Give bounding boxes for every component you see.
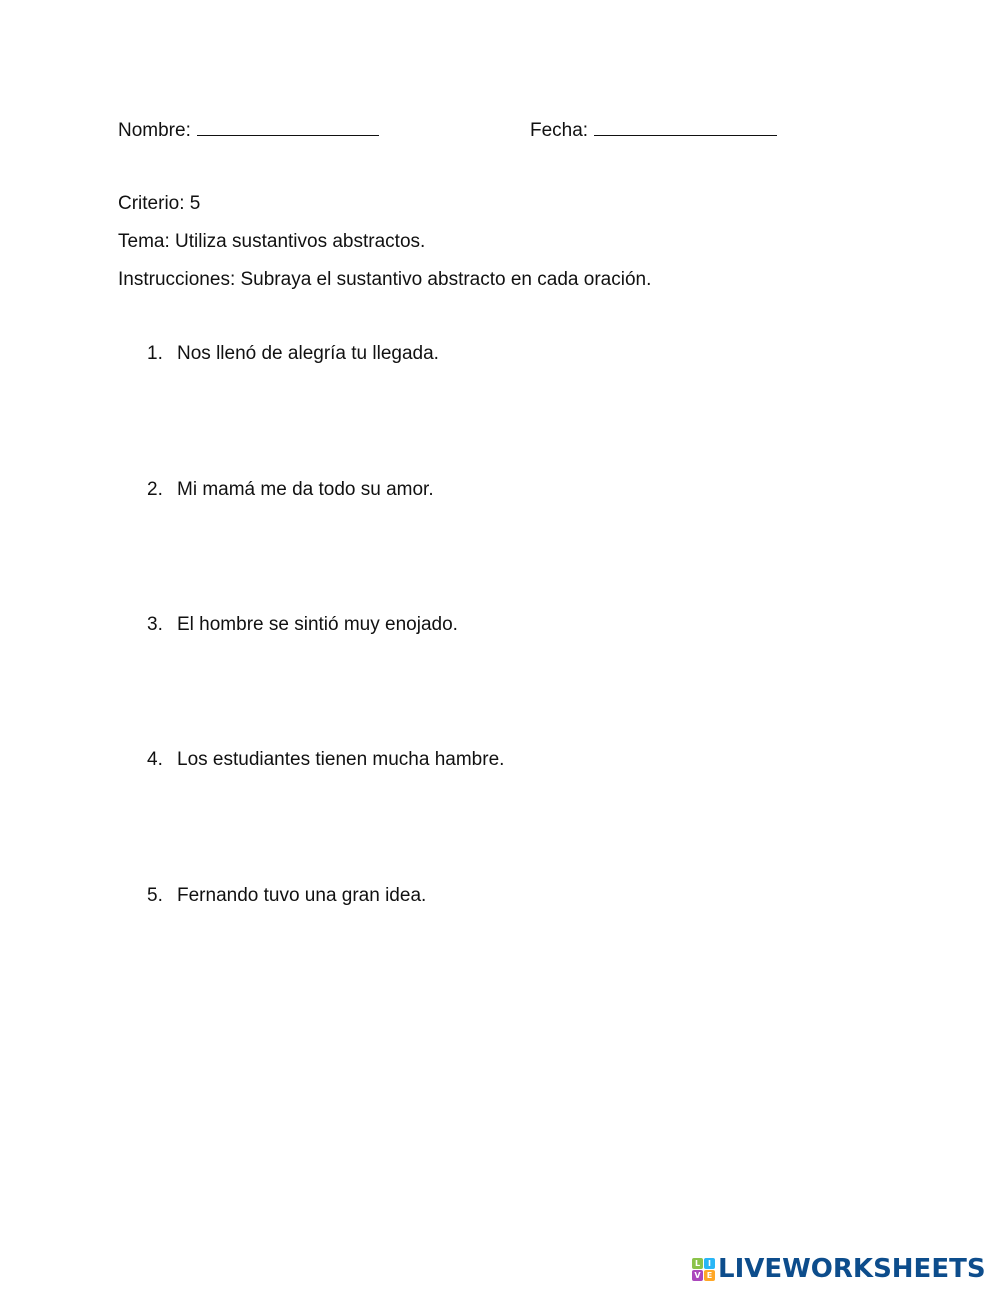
criterio-text: Criterio: 5 [118,193,201,214]
question-number: 3. [147,614,163,635]
question-sentence[interactable]: Fernando tuvo una gran idea. [177,885,427,906]
logo-mark-icon: L I V E [692,1258,715,1281]
liveworksheets-logo [692,1254,986,1284]
question-item [147,479,434,501]
question-number: 4. [147,749,163,770]
question-item [147,343,439,365]
nombre-label: Nombre: [118,120,191,141]
nombre-blank-line[interactable] [197,119,379,136]
question-item [147,885,426,907]
question-item [147,614,458,636]
question-number: 1. [147,343,163,364]
question-sentence[interactable]: El hombre se sintió muy enojado. [177,614,458,635]
logo-text: LIVEWORKSHEETS [718,1254,986,1284]
question-sentence[interactable]: Los estudiantes tienen mucha hambre. [177,749,505,770]
question-number: 2. [147,479,163,500]
question-sentence[interactable]: Mi mamá me da todo su amor. [177,479,434,500]
instructions-text: Instrucciones: Subraya el sustantivo abstracto en cada oración. [118,269,652,290]
question-item [147,749,504,771]
question-number: 5. [147,885,163,906]
fecha-blank-line[interactable] [594,119,777,136]
question-sentence[interactable]: Nos llenó de alegría tu llegada. [177,343,439,364]
fecha-field [530,119,777,142]
nombre-field [118,119,379,142]
tema-text: Tema: Utiliza sustantivos abstractos. [118,231,426,252]
fecha-label: Fecha: [530,120,589,141]
